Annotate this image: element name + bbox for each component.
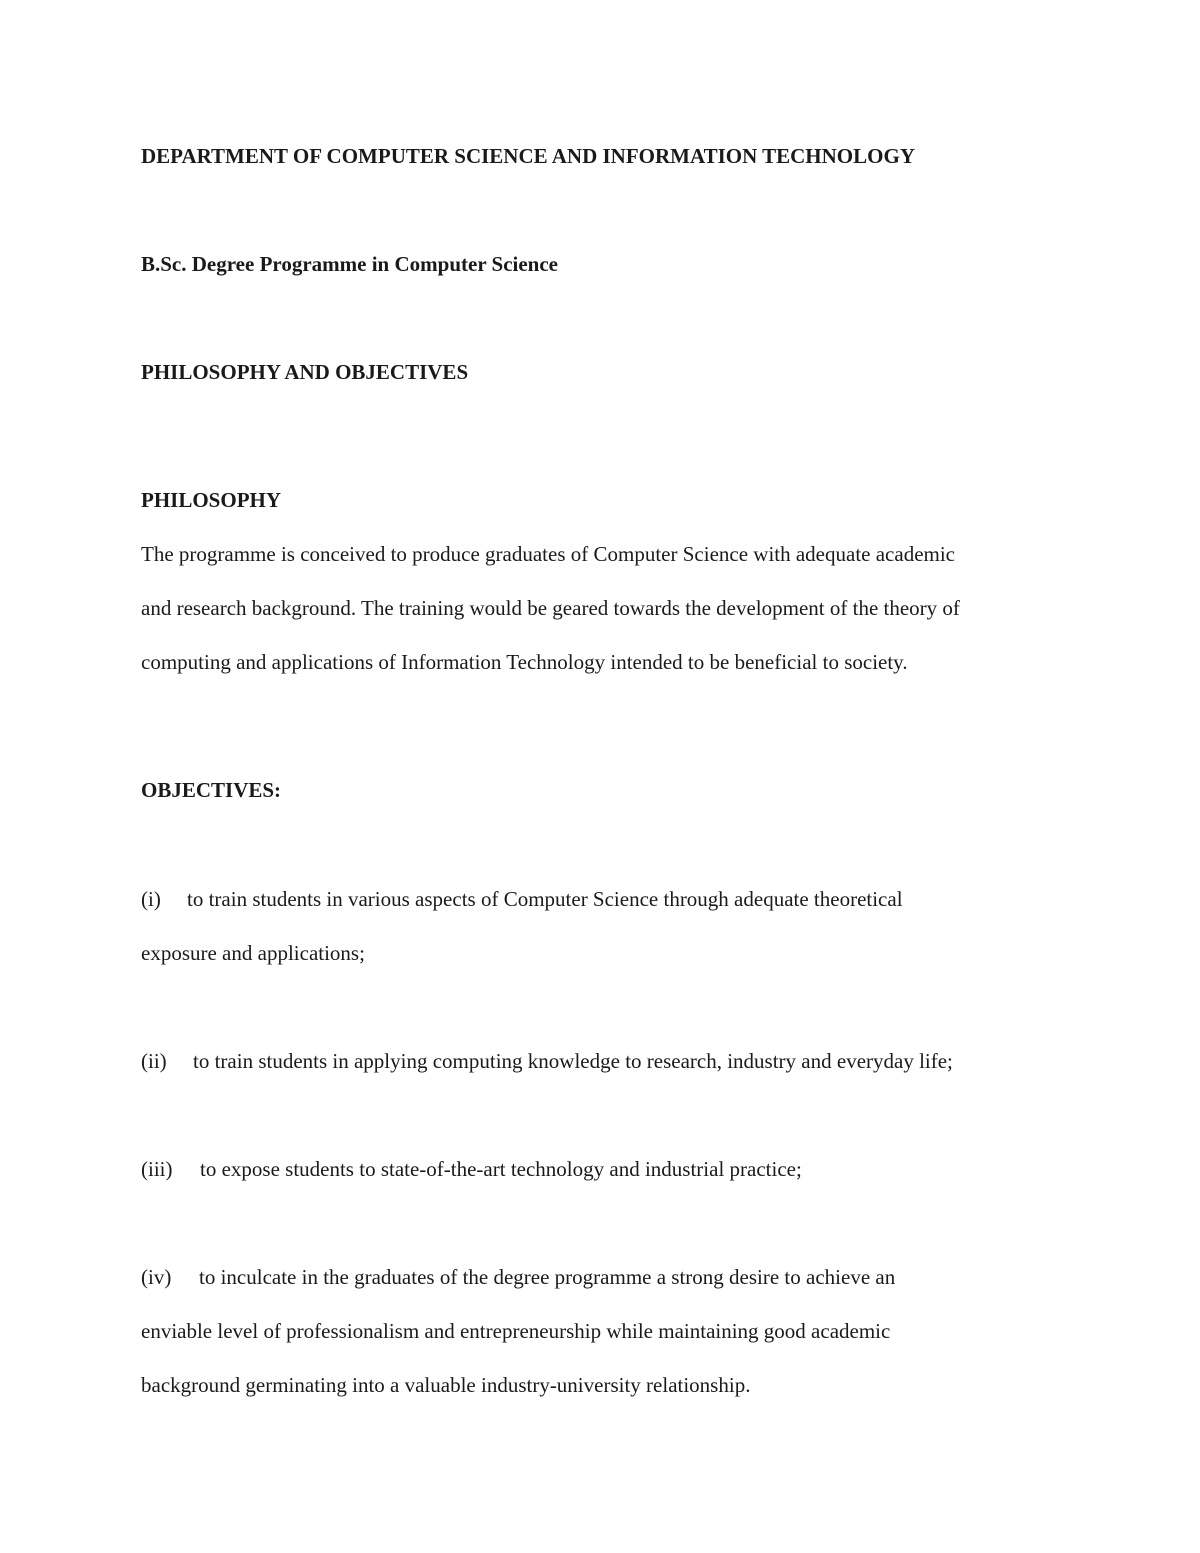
objective-number: (i) — [141, 887, 161, 911]
objective-continuation: exposure and applications; — [141, 941, 365, 965]
objective-text: to train students in applying computing knowledge to research, industry and everyday life; — [193, 1049, 953, 1073]
objective-text: to train students in various aspects of Computer Science through adequate theoretical — [187, 887, 903, 911]
objective-number: (ii) — [141, 1049, 167, 1073]
programme-title: B.Sc. Degree Programme in Computer Science — [141, 252, 558, 276]
philosophy-line: computing and applications of Information Technology intended to be beneficial to society. — [141, 650, 908, 674]
objective-item-4 — [141, 1263, 895, 1291]
objective-text: to inculcate in the graduates of the degree programme a strong desire to achieve an — [199, 1265, 896, 1289]
philosophy-line: The programme is conceived to produce graduates of Computer Science with adequate academic — [141, 542, 956, 566]
philosophy-line: and research background. The training would be geared towards the development of the theory of — [141, 596, 960, 620]
objective-item-1 — [141, 885, 903, 913]
objective-item-3 — [141, 1155, 802, 1183]
objective-continuation: background germinating into a valuable industry-university relationship. — [141, 1373, 751, 1397]
objective-number: (iv) — [141, 1265, 172, 1289]
philosophy-heading: PHILOSOPHY — [141, 488, 282, 512]
objective-text: to expose students to state-of-the-art technology and industrial practice; — [200, 1157, 802, 1181]
objective-item-2 — [141, 1047, 953, 1075]
department-title: DEPARTMENT OF COMPUTER SCIENCE AND INFORMATION TECHNOLOGY — [141, 144, 915, 168]
objective-number: (iii) — [141, 1157, 173, 1181]
objective-continuation: enviable level of professionalism and entrepreneurship while maintaining good academic — [141, 1319, 891, 1343]
section-title: PHILOSOPHY AND OBJECTIVES — [141, 360, 469, 384]
objectives-heading: OBJECTIVES: — [141, 778, 282, 802]
